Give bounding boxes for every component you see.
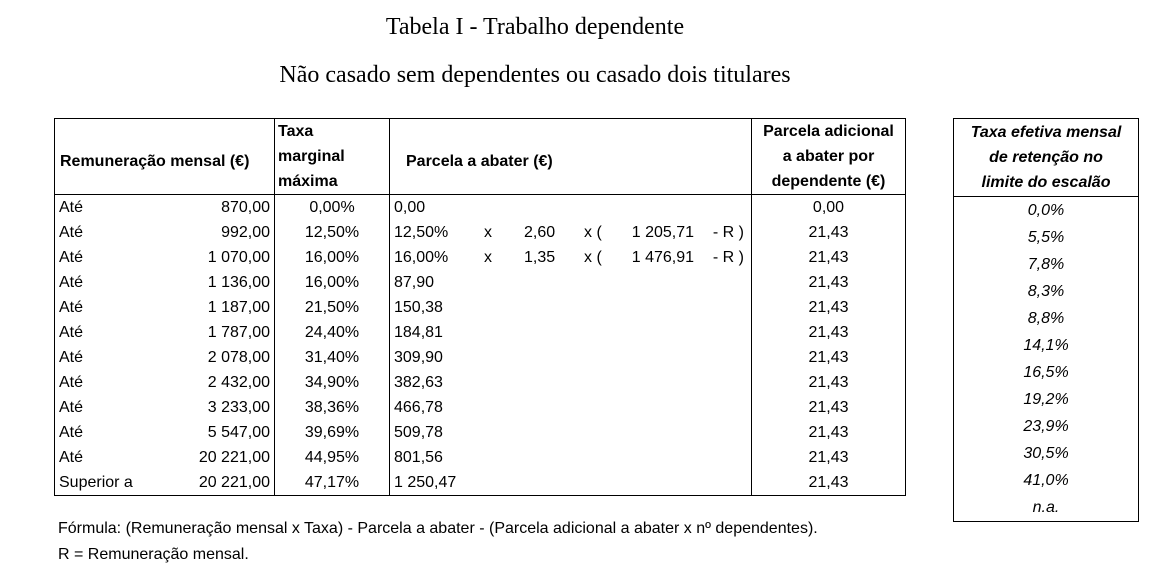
cell-label: Até xyxy=(59,199,84,216)
effective-rate-header-row xyxy=(954,119,1139,197)
cell-label: Superior a xyxy=(59,474,133,491)
formula-close: - R ) xyxy=(712,249,744,266)
cell-adicional: 21,43 xyxy=(752,220,906,245)
cell-efetiva: 14,1% xyxy=(1023,337,1069,354)
cell-parcela xyxy=(390,220,752,245)
cell-efetiva: 5,5% xyxy=(1027,229,1065,246)
effective-rate-row xyxy=(954,386,1139,413)
header-adicional: Parcela adicional a abater por dependente (€) xyxy=(752,119,906,195)
table-row xyxy=(55,395,906,420)
cell-label: Até xyxy=(59,349,84,366)
header-taxa: Taxa marginal máxima xyxy=(275,119,390,195)
formula-base: 1 205,71 xyxy=(631,224,694,241)
cell-parcela: 309,90 xyxy=(390,345,752,370)
cell-taxa: 38,36% xyxy=(275,395,390,420)
formula-open: x ( xyxy=(584,224,602,241)
cell-label: Até xyxy=(59,274,84,291)
effective-rate-table xyxy=(953,118,1139,522)
cell-adicional: 21,43 xyxy=(752,295,906,320)
cell-taxa: 16,00% xyxy=(275,270,390,295)
cell-label: Até xyxy=(59,324,84,341)
effective-rate-row xyxy=(954,305,1139,332)
cell-efetiva: 8,8% xyxy=(1027,310,1065,327)
cell-efetiva: 30,5% xyxy=(1023,445,1069,462)
formula-x: x xyxy=(484,224,492,241)
cell-value: 5 547,00 xyxy=(207,424,270,441)
cell-adicional: 21,43 xyxy=(752,395,906,420)
cell-adicional: 21,43 xyxy=(752,420,906,445)
cell-efetiva: 19,2% xyxy=(1023,391,1069,408)
header-remuneracao: Remuneração mensal (€) xyxy=(55,119,275,195)
effective-rate-row xyxy=(954,494,1139,522)
formula-x: x xyxy=(484,249,492,266)
cell-label: Até xyxy=(59,374,84,391)
effective-rate-row xyxy=(954,251,1139,278)
cell-efetiva: 7,8% xyxy=(1027,256,1065,273)
cell-adicional: 0,00 xyxy=(752,195,906,221)
table-row xyxy=(55,420,906,445)
formula-multiplier: 1,35 xyxy=(524,249,556,266)
cell-taxa: 0,00% xyxy=(275,195,390,221)
cell-parcela: 184,81 xyxy=(390,320,752,345)
table-row xyxy=(55,320,906,345)
cell-adicional: 21,43 xyxy=(752,370,906,395)
cell-label: Até xyxy=(59,399,84,416)
effective-rate-row xyxy=(954,278,1139,305)
cell-value: 1 070,00 xyxy=(207,249,270,266)
formula-rate: 12,50% xyxy=(394,224,449,241)
r-definition-note: R = Remuneração mensal. xyxy=(58,546,249,563)
cell-taxa: 34,90% xyxy=(275,370,390,395)
cell-efetiva: 0,0% xyxy=(1027,202,1065,219)
cell-efetiva: 16,5% xyxy=(1023,364,1069,381)
cell-value: 20 221,00 xyxy=(198,449,270,466)
header-efetiva: Taxa efetiva mensal de retenção no limite do escalão xyxy=(954,119,1139,197)
cell-value: 992,00 xyxy=(221,224,270,241)
cell-parcela: 509,78 xyxy=(390,420,752,445)
cell-value: 2 078,00 xyxy=(207,349,270,366)
table-row xyxy=(55,295,906,320)
table-header-row xyxy=(55,119,906,195)
cell-label: Até xyxy=(59,299,84,316)
cell-adicional: 21,43 xyxy=(752,445,906,470)
cell-value: 870,00 xyxy=(221,199,270,216)
cell-taxa: 12,50% xyxy=(275,220,390,245)
formula-open: x ( xyxy=(584,249,602,266)
cell-parcela: 87,90 xyxy=(390,270,752,295)
formula-close: - R ) xyxy=(712,224,744,241)
cell-parcela: 801,56 xyxy=(390,445,752,470)
effective-rate-row xyxy=(954,332,1139,359)
cell-label: Até xyxy=(59,449,84,466)
table-row xyxy=(55,270,906,295)
table-row xyxy=(55,445,906,470)
table-subtitle: Não casado sem dependentes ou casado dois titulares xyxy=(279,62,791,88)
cell-label: Até xyxy=(59,424,84,441)
table-row xyxy=(55,220,906,245)
table-row xyxy=(55,245,906,270)
table-row xyxy=(55,195,906,221)
cell-taxa: 21,50% xyxy=(275,295,390,320)
cell-adicional: 21,43 xyxy=(752,470,906,496)
cell-parcela: 150,38 xyxy=(390,295,752,320)
cell-value: 1 187,00 xyxy=(207,299,270,316)
effective-rate-row xyxy=(954,224,1139,251)
cell-parcela: 466,78 xyxy=(390,395,752,420)
cell-parcela xyxy=(390,245,752,270)
formula-multiplier: 2,60 xyxy=(524,224,556,241)
formula-rate: 16,00% xyxy=(394,249,449,266)
withholding-table xyxy=(54,118,906,496)
cell-value: 20 221,00 xyxy=(198,474,270,491)
cell-taxa: 39,69% xyxy=(275,420,390,445)
header-parcela: Parcela a abater (€) xyxy=(390,119,752,195)
cell-label: Até xyxy=(59,224,84,241)
cell-parcela: 0,00 xyxy=(390,195,752,221)
effective-rate-row xyxy=(954,467,1139,494)
cell-value: 2 432,00 xyxy=(207,374,270,391)
formula-base: 1 476,91 xyxy=(631,249,694,266)
table-row xyxy=(55,345,906,370)
cell-taxa: 24,40% xyxy=(275,320,390,345)
effective-rate-row xyxy=(954,197,1139,225)
cell-taxa: 47,17% xyxy=(275,470,390,496)
cell-value: 1 787,00 xyxy=(207,324,270,341)
cell-parcela: 1 250,47 xyxy=(390,470,752,496)
cell-parcela: 382,63 xyxy=(390,370,752,395)
cell-efetiva: 41,0% xyxy=(1023,472,1069,489)
cell-efetiva: n.a. xyxy=(1032,499,1060,516)
effective-rate-row xyxy=(954,359,1139,386)
cell-efetiva: 23,9% xyxy=(1023,418,1069,435)
cell-label: Até xyxy=(59,249,84,266)
effective-rate-row xyxy=(954,440,1139,467)
cell-efetiva: 8,3% xyxy=(1027,283,1065,300)
cell-adicional: 21,43 xyxy=(752,320,906,345)
table-row xyxy=(55,370,906,395)
cell-adicional: 21,43 xyxy=(752,245,906,270)
cell-taxa: 31,40% xyxy=(275,345,390,370)
cell-adicional: 21,43 xyxy=(752,345,906,370)
cell-value: 3 233,00 xyxy=(207,399,270,416)
table-title: Tabela I - Trabalho dependente xyxy=(385,14,685,40)
formula-note: Fórmula: (Remuneração mensal x Taxa) - Parcela a abater - (Parcela adicional a abater x nº dependentes). xyxy=(58,520,818,537)
cell-adicional: 21,43 xyxy=(752,270,906,295)
cell-taxa: 16,00% xyxy=(275,245,390,270)
cell-value: 1 136,00 xyxy=(207,274,270,291)
cell-taxa: 44,95% xyxy=(275,445,390,470)
effective-rate-row xyxy=(954,413,1139,440)
table-row xyxy=(55,470,906,496)
